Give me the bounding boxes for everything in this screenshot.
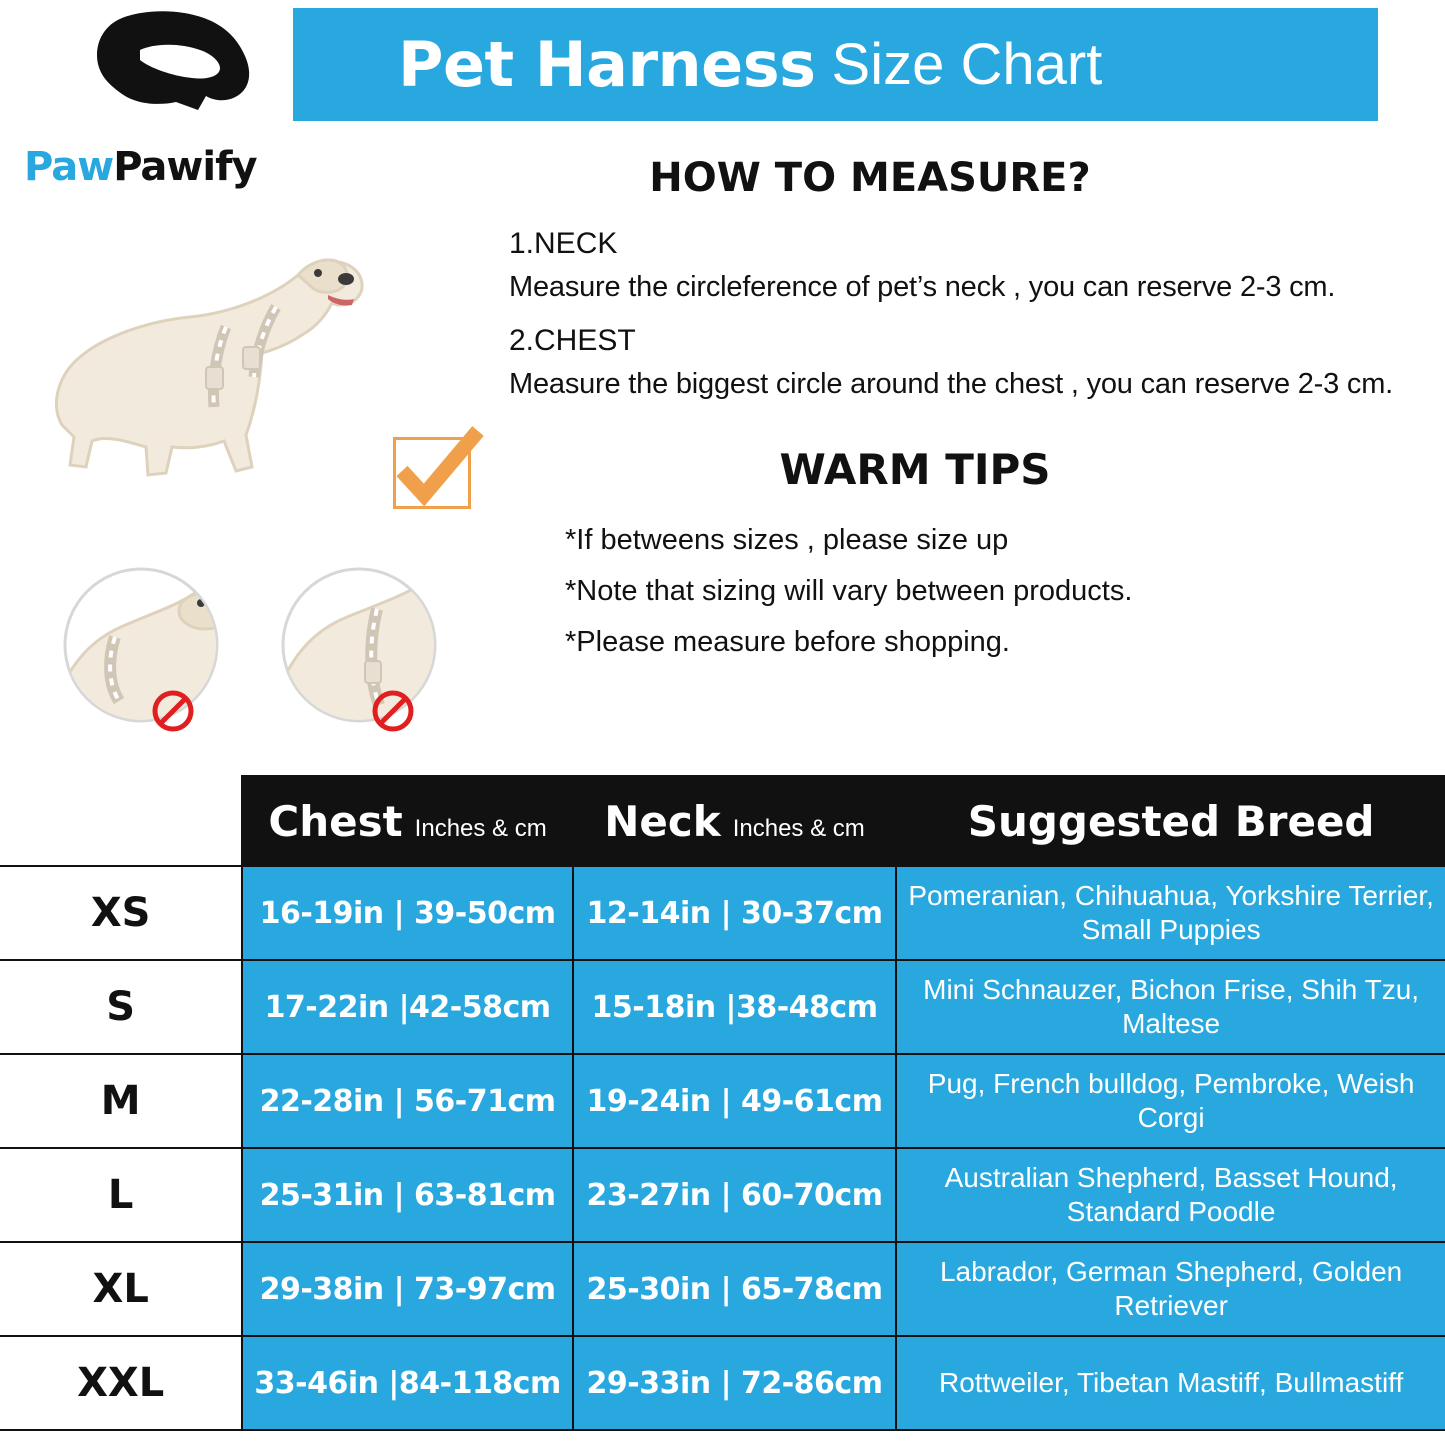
row-breed-l: Australian Shepherd, Basset Hound, Standard Poodle bbox=[896, 1148, 1445, 1242]
dog-head-icon bbox=[80, 6, 265, 126]
row-chest-s: 17-22in |42-58cm bbox=[242, 960, 572, 1054]
row-neck-xs: 12-14in | 30-37cm bbox=[573, 866, 896, 960]
warm-tips-title: WARM TIPS bbox=[779, 445, 1051, 494]
header-neck-units: Inches & cm bbox=[732, 814, 865, 842]
header-neck bbox=[573, 776, 896, 866]
table-row bbox=[0, 1148, 1445, 1242]
no-entry-icon bbox=[372, 690, 414, 732]
row-neck-xl: 25-30in | 65-78cm bbox=[573, 1242, 896, 1336]
row-chest-l: 25-31in | 63-81cm bbox=[242, 1148, 572, 1242]
header-size-blank bbox=[0, 776, 242, 866]
measure-step-2-text: Measure the biggest circle around the chest , you can reserve 2-3 cm. bbox=[509, 368, 1394, 400]
row-neck-s: 15-18in |38-48cm bbox=[573, 960, 896, 1054]
row-chest-xxl: 33-46in |84-118cm bbox=[242, 1336, 572, 1430]
logo-text-pawify: Pawify bbox=[113, 144, 257, 190]
dog-collar-too-loose-icon bbox=[55, 565, 227, 725]
row-size-xs: XS bbox=[0, 866, 242, 960]
row-neck-xxl: 29-33in | 72-86cm bbox=[573, 1336, 896, 1430]
table-row bbox=[0, 960, 1445, 1054]
header-breed bbox=[896, 776, 1445, 866]
size-chart-table bbox=[0, 775, 1445, 1431]
dog-collar-too-tight-icon bbox=[273, 565, 445, 725]
header-chest bbox=[242, 776, 572, 866]
table-row bbox=[0, 1336, 1445, 1430]
table-row bbox=[0, 1242, 1445, 1336]
logo-wordmark bbox=[24, 144, 257, 190]
table-row bbox=[0, 1054, 1445, 1148]
dog-with-harness-illustration bbox=[40, 235, 400, 535]
row-breed-xxl: Rottweiler, Tibetan Mastiff, Bullmastiff bbox=[896, 1336, 1445, 1430]
warm-tip-2: *Note that sizing will vary between products. bbox=[565, 575, 1133, 607]
orange-check-mark-icon bbox=[392, 425, 492, 515]
row-breed-xs: Pomeranian, Chihuahua, Yorkshire Terrier, Small Puppies bbox=[896, 866, 1445, 960]
header-title-bold: Pet Harness bbox=[398, 28, 816, 101]
how-to-measure-title: HOW TO MEASURE? bbox=[649, 155, 1091, 201]
header-title-light: Size Chart bbox=[831, 32, 1103, 97]
instructions-column bbox=[495, 155, 1425, 677]
row-chest-m: 22-28in | 56-71cm bbox=[242, 1054, 572, 1148]
header-chest-label: Chest bbox=[268, 796, 403, 846]
no-entry-icon bbox=[152, 690, 194, 732]
row-neck-l: 23-27in | 60-70cm bbox=[573, 1148, 896, 1242]
logo-text-paw: Paw bbox=[24, 144, 114, 190]
table-header-row bbox=[0, 776, 1445, 866]
row-size-s: S bbox=[0, 960, 242, 1054]
row-breed-s: Mini Schnauzer, Bichon Frise, Shih Tzu, Maltese bbox=[896, 960, 1445, 1054]
row-chest-xl: 29-38in | 73-97cm bbox=[242, 1242, 572, 1336]
header-chest-units: Inches & cm bbox=[414, 814, 547, 842]
measure-step-2-label: 2.CHEST bbox=[509, 324, 636, 357]
row-chest-xs: 16-19in | 39-50cm bbox=[242, 866, 572, 960]
measure-step-1-label: 1.NECK bbox=[509, 227, 618, 260]
header-breed-label: Suggested Breed bbox=[967, 796, 1375, 846]
header-title-bar bbox=[293, 8, 1378, 121]
row-size-m: M bbox=[0, 1054, 242, 1148]
row-breed-m: Pug, French bulldog, Pembroke, Weish Corgi bbox=[896, 1054, 1445, 1148]
table-row bbox=[0, 866, 1445, 960]
header-neck-label: Neck bbox=[604, 796, 721, 846]
brand-logo bbox=[10, 6, 290, 196]
row-size-xl: XL bbox=[0, 1242, 242, 1336]
row-size-l: L bbox=[0, 1148, 242, 1242]
warm-tip-3: *Please measure before shopping. bbox=[565, 626, 1010, 658]
row-neck-m: 19-24in | 49-61cm bbox=[573, 1054, 896, 1148]
warm-tip-1: *If betweens sizes , please size up bbox=[565, 524, 1009, 556]
row-breed-xl: Labrador, German Shepherd, Golden Retriever bbox=[896, 1242, 1445, 1336]
row-size-xxl: XXL bbox=[0, 1336, 242, 1430]
measure-step-1-text: Measure the circleference of pet’s neck , you can reserve 2-3 cm. bbox=[509, 271, 1336, 303]
